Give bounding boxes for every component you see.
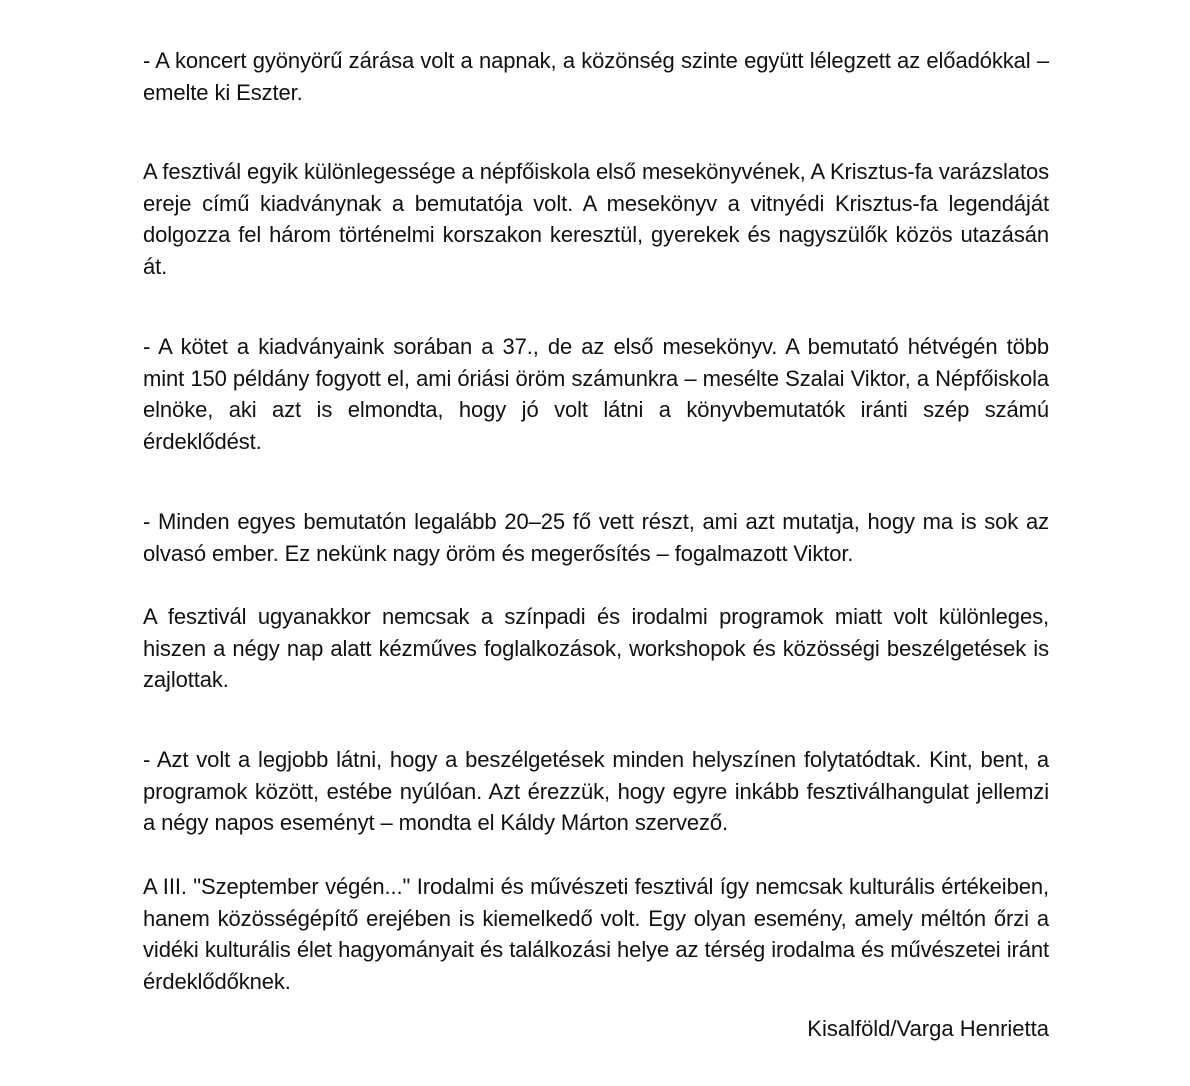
paragraph-workshops: A fesztivál ugyanakkor nemcsak a színpadi és irodalmi programok miatt volt különleges, hiszen a négy nap alatt kézműves foglalkozások, workshopok és közösségi beszélgetések is zajlottak. xyxy=(143,604,1049,693)
paragraph-viktor-quote: - Minden egyes bemutatón legalább 20–25 fő vett részt, ami azt mutatja, hogy ma is sok az olvasó ember. Ez nekünk nagy öröm és megerősítés – fogalmazott Viktor. xyxy=(143,509,1049,566)
paragraph-concert-quote: - A koncert gyönyörű zárása volt a napnak, a közönség szinte együtt lélegzett az előadókkal – emelte ki Eszter. xyxy=(143,48,1049,105)
author-signature: Kisalföld/Varga Henrietta xyxy=(807,1016,1049,1041)
paragraph-festival-summary: A III. "Szeptember végén..." Irodalmi és művészeti fesztivál így nemcsak kulturális értékeiben, hanem közösségépítő erejében is kiemelkedő volt. Egy olyan esemény, amely méltón őrzi a vidéki kulturális élet hagyományait és találkozási helye az térség irodalma és művészetei iránt érdeklődőknek. xyxy=(143,874,1049,995)
paragraph-storybook-presentation: A fesztivál egyik különlegessége a népfőiskola első mesekönyvének, A Krisztus-fa varázslatos ereje című kiadványnak a bemutatója volt. A mesekönyv a vitnyédi Krisztus-fa legendáját dolgozza fel három történelmi korszakon keresztül, gyerekek és nagyszülők közös utazásán át. xyxy=(143,159,1049,280)
paragraph-kaldy-quote: - Azt volt a legjobb látni, hogy a beszélgetések minden helyszínen folytatódtak. Kint, bent, a programok között, estébe nyúlóan. Azt érezzük, hogy egyre inkább fesztiválhangulat jellemzi a négy napos eseményt – mondta el Káldy Márton szervező. xyxy=(143,747,1049,836)
paragraph-szalai-quote: - A kötet a kiadványaink sorában a 37., de az első mesekönyv. A bemutató hétvégén több mint 150 példány fogyott el, ami óriási öröm számunkra – mesélte Szalai Viktor, a Népfőiskola elnöke, aki azt is elmondta, hogy jó volt látni a könyvbemutatók iránti szép számú érdeklődést. xyxy=(143,334,1049,455)
